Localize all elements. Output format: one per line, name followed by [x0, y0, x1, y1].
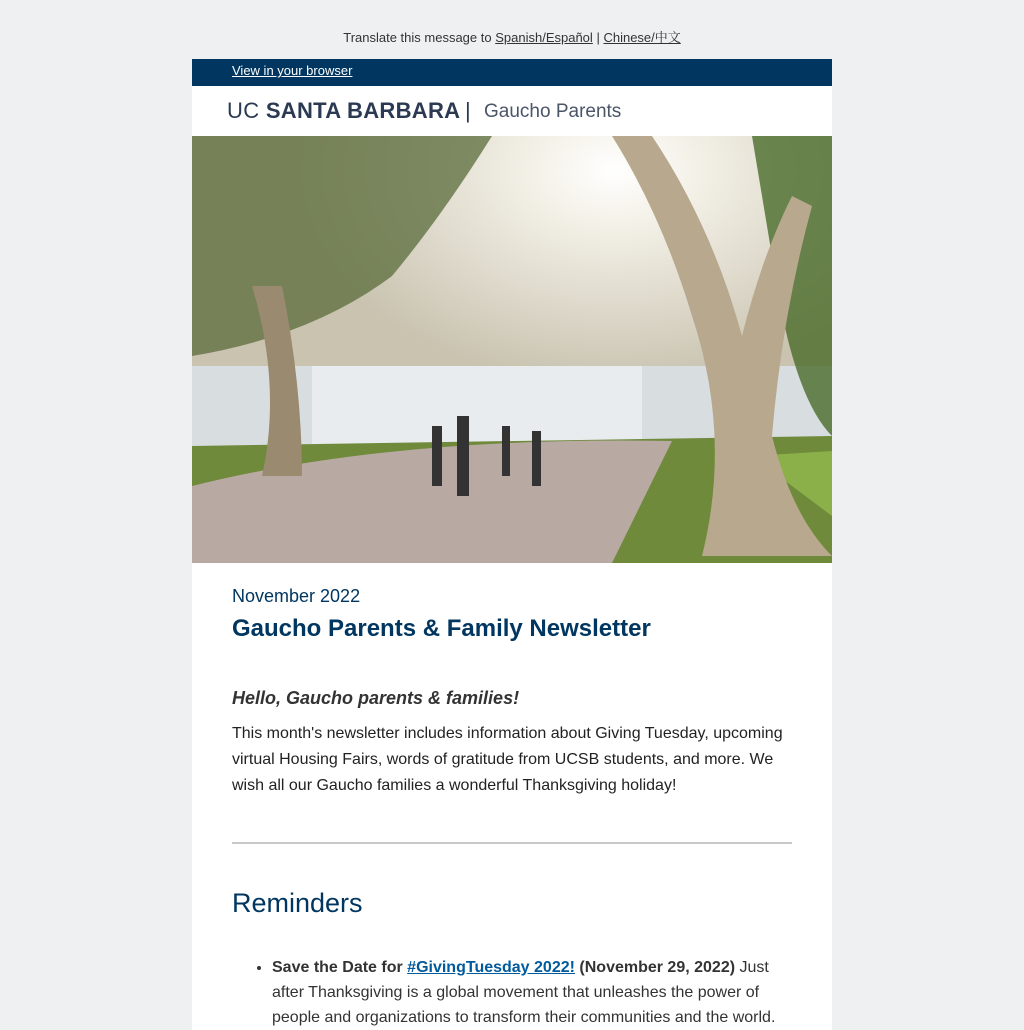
giving-tuesday-link[interactable]: #GivingTuesday 2022!	[407, 959, 575, 976]
divider	[232, 842, 792, 844]
newsletter-title: Gaucho Parents & Family Newsletter	[232, 615, 651, 642]
hero-image	[192, 136, 832, 563]
logo-gaucho-parents: Gaucho Parents	[484, 101, 622, 122]
translate-bar	[0, 0, 1024, 59]
reminder-text: Just after Thanksgiving is a global movement that unleashes the power of people and organizations to transform their communities and the world.	[272, 959, 776, 1026]
spanish-link[interactable]: Spanish/Español	[495, 30, 593, 45]
logo-uc: UC	[227, 98, 260, 123]
newsletter-date: November 2022	[232, 586, 361, 606]
chinese-link[interactable]: Chinese/中文	[603, 30, 681, 45]
list-item	[272, 955, 792, 1030]
ucsb-logo	[192, 86, 832, 136]
translate-separator: |	[596, 30, 600, 45]
reminder-bold-start: Save the Date for	[272, 959, 403, 976]
logo-santa-barbara: SANTA BARBARA	[265, 98, 461, 123]
email-body	[192, 59, 832, 1030]
intro-paragraph: This month's newsletter includes information about Giving Tuesday, upcoming virtual Housing Fairs, words of gratitude from UCSB students, and more. We wish all our Gaucho families a wonderful Thanksgiving holiday!	[232, 725, 783, 794]
logo-separator: |	[465, 98, 471, 123]
reminders-heading: Reminders	[232, 888, 363, 918]
top-bar	[192, 59, 832, 86]
reminders-list	[232, 955, 792, 1030]
view-in-browser-link[interactable]: View in your browser	[232, 63, 353, 78]
greeting: Hello, Gaucho parents & families!	[232, 688, 520, 708]
reminder-bold-end: (November 29, 2022)	[579, 959, 736, 976]
translate-prefix: Translate this message to	[343, 30, 492, 45]
